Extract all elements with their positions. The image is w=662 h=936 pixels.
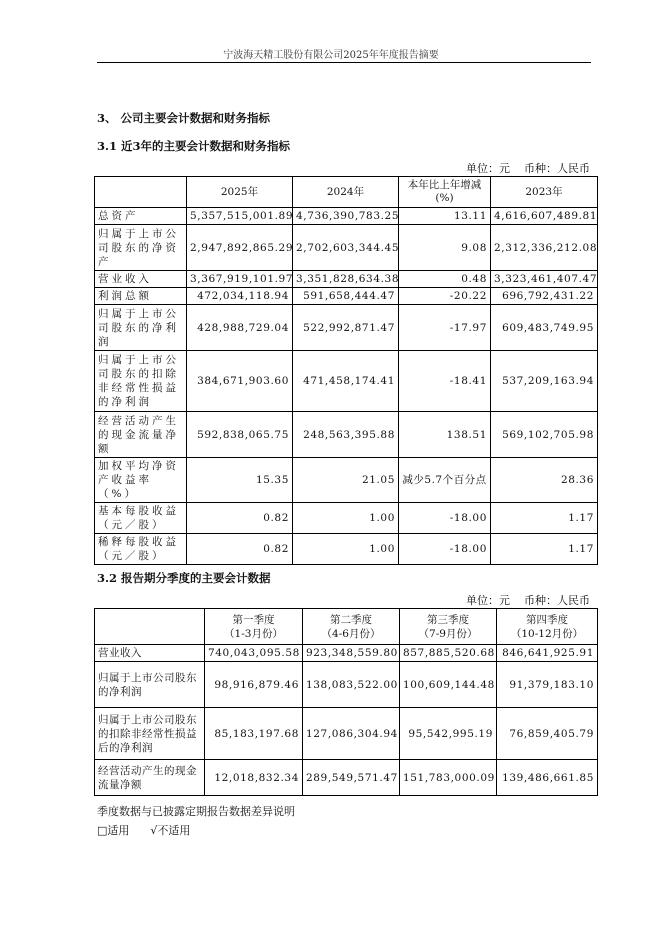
- row-label: 归属于上市公司股东的净利润: [95, 662, 205, 708]
- currency-label: 币种：人民币: [524, 594, 590, 607]
- row-label: 稀释每股收益（元／股）: [95, 534, 187, 565]
- table-row: [95, 412, 598, 458]
- unit-label: 单位：元: [466, 594, 510, 607]
- value-cell: 138,083,522.00: [303, 662, 400, 708]
- value-cell: 138.51: [399, 412, 491, 458]
- quarter-title: 第三季度: [427, 613, 469, 626]
- option-applicable: □适用: [97, 824, 130, 837]
- value-cell: 100,609,144.48: [400, 662, 497, 708]
- row-label: 利润总额: [95, 288, 187, 305]
- annual-data-table: [94, 176, 598, 565]
- subsection-title-3-1: 3.1 近3年的主要会计数据和财务指标: [97, 139, 291, 153]
- quarter-months: （1-3月份）: [224, 627, 283, 640]
- table-row: [95, 208, 598, 225]
- table-header-row: [95, 609, 598, 645]
- header-cell: [400, 609, 497, 645]
- row-label: 经营活动产生的现金流量净额: [95, 412, 187, 458]
- value-cell: -18.41: [399, 351, 491, 412]
- row-label: 基本每股收益（元／股）: [95, 503, 187, 534]
- value-cell: 3,367,919,101.97: [187, 271, 293, 288]
- value-cell: 2,947,892,865.29: [187, 225, 293, 271]
- header-cell: [95, 609, 205, 645]
- row-label: 归属于上市公司股东的扣除非经常性损益的净利润: [95, 351, 187, 412]
- value-cell: 857,885,520.68: [400, 645, 497, 662]
- value-cell: 1.17: [491, 534, 598, 565]
- value-cell: 13.11: [399, 208, 491, 225]
- quarterly-diff-note: 季度数据与已披露定期报告数据差异说明: [97, 805, 295, 818]
- value-cell: 9.08: [399, 225, 491, 271]
- unit-line-3-1: [452, 160, 590, 176]
- row-label: 归属于上市公司股东的扣除非经常性损益后的净利润: [95, 708, 205, 760]
- value-cell: 0.82: [187, 503, 293, 534]
- header-cell: [205, 609, 303, 645]
- value-cell: 537,209,163.94: [491, 351, 598, 412]
- value-cell: 428,988,729.04: [187, 305, 293, 351]
- value-cell: 592,838,065.75: [187, 412, 293, 458]
- header-cell: 2023年: [491, 177, 598, 208]
- header-cell: [95, 177, 187, 208]
- value-cell: 696,792,431.22: [491, 288, 598, 305]
- unit-label: 单位：元: [466, 162, 510, 175]
- value-cell: 569,102,705.98: [491, 412, 598, 458]
- subsection-title-3-2: 3.2 报告期分季度的主要会计数据: [97, 571, 271, 585]
- value-cell: 91,379,183.10: [497, 662, 598, 708]
- value-cell: 127,086,304.94: [303, 708, 400, 760]
- applicability-options: [97, 822, 190, 838]
- quarter-months: （7-9月份）: [418, 627, 478, 640]
- header-cell: [303, 609, 400, 645]
- option-not-applicable: √不适用: [150, 824, 191, 837]
- table-row: [95, 645, 598, 662]
- value-cell: 2,702,603,344.45: [293, 225, 399, 271]
- value-cell: 减少5.7个百分点: [399, 458, 491, 503]
- section-title: 3、 公司主要会计数据和财务指标: [97, 111, 271, 125]
- value-cell: 21.05: [293, 458, 399, 503]
- value-cell: 12,018,832.34: [205, 760, 303, 796]
- value-cell: 3,323,461,407.47: [491, 271, 598, 288]
- currency-label: 币种：人民币: [524, 162, 590, 175]
- table-row: [95, 305, 598, 351]
- value-cell: 95,542,995.19: [400, 708, 497, 760]
- table-row: [95, 458, 598, 503]
- value-cell: 923,348,559.80: [303, 645, 400, 662]
- header-cell: 2025年: [187, 177, 293, 208]
- table-row: [95, 708, 598, 760]
- value-cell: 76,859,405.79: [497, 708, 598, 760]
- value-cell: 0.48: [399, 271, 491, 288]
- row-label: 加权平均净资产收益率（%）: [95, 458, 187, 503]
- value-cell: 289,549,571.47: [303, 760, 400, 796]
- header-cell: 本年比上年增减(%): [399, 177, 491, 208]
- table-row: [95, 534, 598, 565]
- value-cell: 472,034,118.94: [187, 288, 293, 305]
- row-label: 总资产: [95, 208, 187, 225]
- table-row: [95, 225, 598, 271]
- quarter-title: 第四季度: [526, 613, 568, 626]
- value-cell: 740,043,095.58: [205, 645, 303, 662]
- table-row: [95, 503, 598, 534]
- quarter-title: 第一季度: [232, 613, 275, 626]
- value-cell: 4,736,390,783.25: [293, 208, 399, 225]
- value-cell: 1.00: [293, 503, 399, 534]
- value-cell: -18.00: [399, 534, 491, 565]
- value-cell: 471,458,174.41: [293, 351, 399, 412]
- row-label: 归属于上市公司股东的净利润: [95, 305, 187, 351]
- table-row: [95, 662, 598, 708]
- header-cell: [497, 609, 598, 645]
- value-cell: 609,483,749.95: [491, 305, 598, 351]
- quarter-title: 第二季度: [330, 613, 372, 626]
- value-cell: -17.97: [399, 305, 491, 351]
- value-cell: 85,183,197.68: [205, 708, 303, 760]
- value-cell: 5,357,515,001.89: [187, 208, 293, 225]
- table-row: [95, 760, 598, 796]
- value-cell: 384,671,903.60: [187, 351, 293, 412]
- row-label: 经营活动产生的现金流量净额: [95, 760, 205, 796]
- value-cell: 0.82: [187, 534, 293, 565]
- header-divider: [97, 62, 591, 63]
- value-cell: 1.17: [491, 503, 598, 534]
- header-cell: 2024年: [293, 177, 399, 208]
- value-cell: 522,992,871.47: [293, 305, 399, 351]
- row-label: 营业收入: [95, 645, 205, 662]
- table-row: [95, 271, 598, 288]
- page-header: 宁波海天精工股份有限公司2025年年度报告摘要: [223, 50, 439, 61]
- value-cell: -18.00: [399, 503, 491, 534]
- value-cell: 2,312,336,212.08: [491, 225, 598, 271]
- value-cell: 151,783,000.09: [400, 760, 497, 796]
- table-row: [95, 351, 598, 412]
- value-cell: 4,616,607,489.81: [491, 208, 598, 225]
- table-row: [95, 288, 598, 305]
- value-cell: 28.36: [491, 458, 598, 503]
- value-cell: 248,563,395.88: [293, 412, 399, 458]
- table-header-row: [95, 177, 598, 208]
- unit-line-3-2: [452, 592, 590, 608]
- value-cell: 3,351,828,634.38: [293, 271, 399, 288]
- value-cell: -20.22: [399, 288, 491, 305]
- value-cell: 139,486,661.85: [497, 760, 598, 796]
- quarter-months: （4-6月份）: [321, 627, 381, 640]
- quarterly-data-table: [94, 608, 598, 796]
- value-cell: 98,916,879.46: [205, 662, 303, 708]
- quarter-months: （10-12月份）: [510, 627, 584, 640]
- row-label: 营业收入: [95, 271, 187, 288]
- value-cell: 846,641,925.91: [497, 645, 598, 662]
- value-cell: 591,658,444.47: [293, 288, 399, 305]
- row-label: 归属于上市公司股东的净资产: [95, 225, 187, 271]
- value-cell: 15.35: [187, 458, 293, 503]
- value-cell: 1.00: [293, 534, 399, 565]
